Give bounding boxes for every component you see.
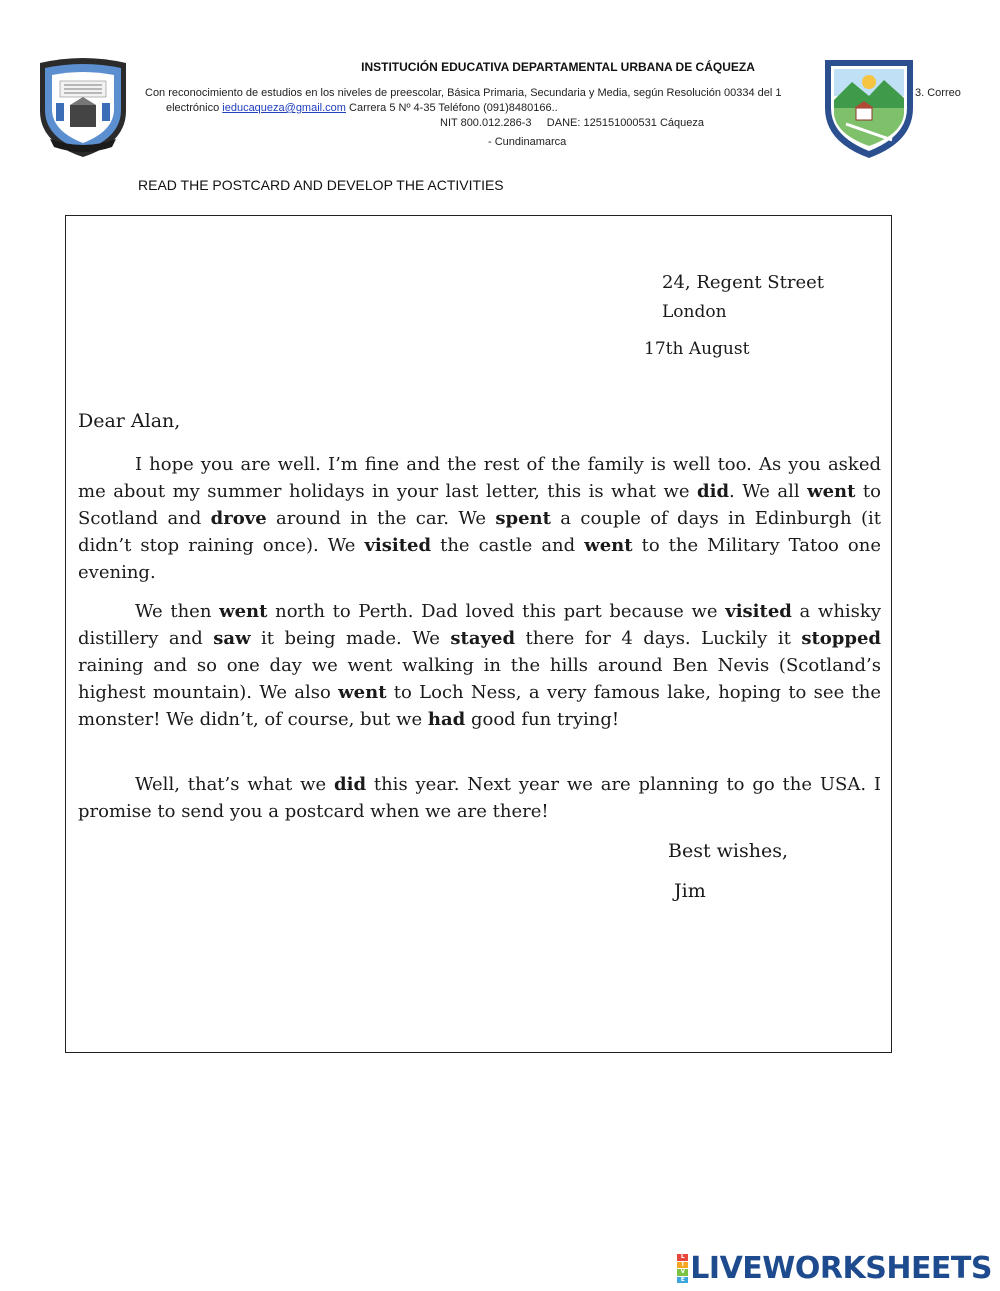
liveworksheets-badge-icon: [677, 1254, 688, 1284]
paragraph-3-text: [78, 771, 881, 825]
header-nit-dane-line: NIT 800.012.286-3 DANE: 125151000531 Cáqueza: [440, 117, 704, 129]
address-city: London: [662, 302, 727, 322]
closing: Best wishes,: [668, 840, 788, 862]
badge-letter-i: I: [677, 1262, 688, 1269]
paragraph-run: to the Military Tatoo one evening.: [78, 535, 881, 583]
highlighted-past-verb: stopped: [801, 628, 881, 649]
signature: Jim: [674, 880, 706, 902]
accreditation-text: Con reconocimiento de estudios en los niveles de preescolar, Básica Primaria, Secundaria y Media, según Resolución 00334 del 1: [145, 87, 782, 99]
highlighted-past-verb: spent: [495, 508, 551, 529]
highlighted-past-verb: went: [219, 601, 268, 622]
paragraph-3: [78, 771, 881, 825]
highlighted-past-verb: saw: [213, 628, 251, 649]
paragraph-run: We then: [135, 601, 220, 622]
email-label: electrónico: [166, 102, 220, 114]
highlighted-past-verb: went: [338, 682, 387, 703]
paragraph-run: the castle and: [431, 535, 585, 556]
badge-letter-e: E: [677, 1277, 688, 1284]
address-phone-text: Carrera 5 Nº 4-35 Teléfono (091)8480166..: [349, 102, 558, 114]
badge-letter-v: V: [677, 1269, 688, 1276]
highlighted-past-verb: did: [697, 481, 730, 502]
paragraph-run: to Scotland and: [78, 481, 881, 529]
highlighted-past-verb: drove: [210, 508, 267, 529]
highlighted-past-verb: stayed: [450, 628, 516, 649]
paragraph-2-text: [78, 598, 881, 733]
highlighted-past-verb: had: [427, 709, 466, 730]
highlighted-past-verb: visited: [364, 535, 432, 556]
header-accreditation-end: 3. Correo: [915, 87, 961, 99]
greeting: Dear Alan,: [78, 410, 181, 432]
highlighted-past-verb: went: [807, 481, 856, 502]
paragraph-run: Well, that’s what we: [135, 774, 335, 795]
school-name-title: INSTITUCIÓN EDUCATIVA DEPARTAMENTAL URBANA DE CÁQUEZA: [361, 60, 755, 74]
paragraph-run: . We all: [729, 481, 808, 502]
paragraph-run: a whisky distillery and: [78, 601, 881, 649]
liveworksheets-logo: [677, 1251, 992, 1286]
paragraph-1-text: [78, 451, 881, 586]
paragraph-run: there for 4 days. Luckily it: [515, 628, 802, 649]
postcard-date: 17th August: [644, 339, 750, 359]
highlighted-past-verb: did: [334, 774, 367, 795]
instruction-text: READ THE POSTCARD AND DEVELOP THE ACTIVITIES: [138, 177, 504, 193]
email-link[interactable]: ieducaqueza@gmail.com: [222, 102, 346, 114]
header-location-line: - Cundinamarca: [488, 136, 567, 148]
paragraph-run: a couple of days in Edinburgh (it didn’t stop raining once). We: [78, 508, 882, 556]
highlighted-past-verb: went: [584, 535, 633, 556]
header-accreditation-line: [145, 87, 975, 99]
paragraph-run: I hope you are well. I’m fine and the rest of the family is well too. As you asked me about my summer holidays in your last letter, this is what we: [78, 454, 881, 502]
address-street: 24, Regent Street: [662, 272, 824, 293]
badge-letter-l: L: [677, 1254, 688, 1261]
paragraph-run: around in the car. We: [266, 508, 496, 529]
paragraph-run: this year. Next year we are planning to go the USA. I promise to send you a postcard when we are there!: [78, 774, 881, 822]
paragraph-run: it being made. We: [250, 628, 451, 649]
paragraph-run: to Loch Ness, a very famous lake, hoping to see the monster! We didn’t, of course, but we: [78, 682, 881, 730]
paragraph-run: north to Perth. Dad loved this part because we: [267, 601, 726, 622]
highlighted-past-verb: visited: [725, 601, 792, 622]
header-contact-line: [166, 102, 558, 114]
paragraph-1: [78, 451, 881, 586]
liveworksheets-wordmark: LIVEWORKSHEETS: [690, 1251, 992, 1286]
paragraph-run: raining and so one day we went walking in the hills around Ben Nevis (Scotland’s highest mountain). We also: [78, 655, 881, 703]
paragraph-run: good fun trying!: [465, 709, 620, 730]
paragraph-2: [78, 598, 881, 733]
